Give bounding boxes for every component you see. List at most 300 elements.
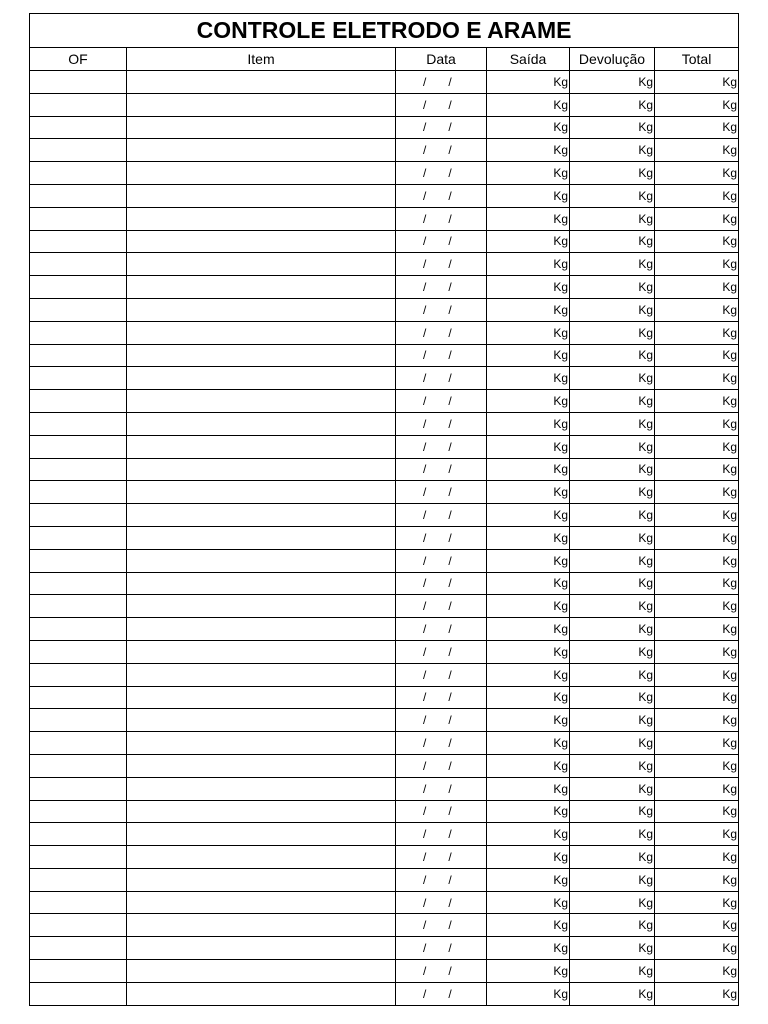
devolucao-cell[interactable]	[570, 412, 655, 435]
total-cell[interactable]	[655, 390, 739, 413]
unit-label: Kg	[722, 941, 738, 956]
date-cell[interactable]	[396, 891, 487, 914]
of-cell[interactable]	[30, 982, 127, 1005]
date-cell[interactable]	[396, 526, 487, 549]
total-cell[interactable]	[655, 162, 739, 185]
of-cell[interactable]	[30, 754, 127, 777]
date-separator: /	[423, 257, 427, 272]
date-cell[interactable]	[396, 344, 487, 367]
total-cell[interactable]	[655, 709, 739, 732]
date-separator: /	[448, 508, 452, 523]
date-cell[interactable]	[396, 914, 487, 937]
of-cell[interactable]	[30, 481, 127, 504]
date-cell[interactable]	[396, 663, 487, 686]
unit-label: Kg	[553, 234, 568, 249]
date-cell[interactable]	[396, 162, 487, 185]
unit-label: Kg	[638, 462, 653, 477]
saida-cell[interactable]	[487, 846, 570, 869]
total-cell[interactable]	[655, 572, 739, 595]
devolucao-cell[interactable]	[570, 732, 655, 755]
saida-cell[interactable]	[487, 390, 570, 413]
total-cell[interactable]	[655, 253, 739, 276]
item-cell[interactable]	[127, 253, 396, 276]
devolucao-cell[interactable]	[570, 93, 655, 116]
date-cell[interactable]	[396, 321, 487, 344]
saida-cell[interactable]	[487, 367, 570, 390]
item-cell[interactable]	[127, 595, 396, 618]
devolucao-cell[interactable]	[570, 481, 655, 504]
devolucao-cell[interactable]	[570, 526, 655, 549]
item-cell[interactable]	[127, 754, 396, 777]
item-cell[interactable]	[127, 435, 396, 458]
date-separator: /	[448, 872, 452, 887]
of-cell[interactable]	[30, 504, 127, 527]
devolucao-cell[interactable]	[570, 253, 655, 276]
unit-label: Kg	[638, 416, 653, 431]
item-cell[interactable]	[127, 686, 396, 709]
item-cell[interactable]	[127, 891, 396, 914]
devolucao-cell[interactable]	[570, 458, 655, 481]
item-cell[interactable]	[127, 458, 396, 481]
devolucao-cell[interactable]	[570, 640, 655, 663]
total-cell[interactable]	[655, 800, 739, 823]
saida-cell[interactable]	[487, 549, 570, 572]
unit-label: Kg	[722, 485, 738, 500]
date-cell[interactable]	[396, 640, 487, 663]
total-cell[interactable]	[655, 71, 739, 94]
item-cell[interactable]	[127, 344, 396, 367]
of-cell[interactable]	[30, 162, 127, 185]
item-cell[interactable]	[127, 321, 396, 344]
devolucao-cell[interactable]	[570, 230, 655, 253]
total-cell[interactable]	[655, 618, 739, 641]
devolucao-cell[interactable]	[570, 367, 655, 390]
item-cell[interactable]	[127, 412, 396, 435]
saida-cell[interactable]	[487, 937, 570, 960]
saida-cell[interactable]	[487, 207, 570, 230]
item-cell[interactable]	[127, 504, 396, 527]
of-cell[interactable]	[30, 960, 127, 983]
item-cell[interactable]	[127, 184, 396, 207]
devolucao-cell[interactable]	[570, 390, 655, 413]
of-cell[interactable]	[30, 116, 127, 139]
form-title: CONTROLE ELETRODO E ARAME	[30, 14, 739, 48]
of-cell[interactable]	[30, 800, 127, 823]
saida-cell[interactable]	[487, 686, 570, 709]
item-cell[interactable]	[127, 663, 396, 686]
date-separator: /	[423, 371, 427, 386]
of-cell[interactable]	[30, 458, 127, 481]
devolucao-cell[interactable]	[570, 276, 655, 299]
devolucao-cell[interactable]	[570, 686, 655, 709]
of-cell[interactable]	[30, 914, 127, 937]
devolucao-cell[interactable]	[570, 71, 655, 94]
date-cell[interactable]	[396, 139, 487, 162]
of-cell[interactable]	[30, 937, 127, 960]
saida-cell[interactable]	[487, 71, 570, 94]
item-cell[interactable]	[127, 960, 396, 983]
unit-label: Kg	[722, 166, 738, 181]
item-cell[interactable]	[127, 549, 396, 572]
total-cell[interactable]	[655, 367, 739, 390]
date-separator: /	[423, 166, 427, 181]
total-cell[interactable]	[655, 93, 739, 116]
date-separator: /	[423, 143, 427, 158]
total-cell[interactable]	[655, 207, 739, 230]
date-separator: /	[448, 439, 452, 454]
date-cell[interactable]	[396, 116, 487, 139]
of-cell[interactable]	[30, 709, 127, 732]
item-cell[interactable]	[127, 207, 396, 230]
of-cell[interactable]	[30, 823, 127, 846]
of-cell[interactable]	[30, 435, 127, 458]
saida-cell[interactable]	[487, 321, 570, 344]
item-cell[interactable]	[127, 732, 396, 755]
unit-label: Kg	[638, 371, 653, 386]
total-cell[interactable]	[655, 823, 739, 846]
devolucao-cell[interactable]	[570, 595, 655, 618]
devolucao-cell[interactable]	[570, 891, 655, 914]
saida-cell[interactable]	[487, 618, 570, 641]
item-cell[interactable]	[127, 298, 396, 321]
total-cell[interactable]	[655, 481, 739, 504]
item-cell[interactable]	[127, 572, 396, 595]
date-cell[interactable]	[396, 618, 487, 641]
saida-cell[interactable]	[487, 481, 570, 504]
total-cell[interactable]	[655, 754, 739, 777]
item-cell[interactable]	[127, 93, 396, 116]
saida-cell[interactable]	[487, 595, 570, 618]
column-header-devolucao: Devolução	[570, 48, 655, 71]
devolucao-cell[interactable]	[570, 298, 655, 321]
unit-label: Kg	[553, 713, 568, 728]
total-cell[interactable]	[655, 777, 739, 800]
saida-cell[interactable]	[487, 253, 570, 276]
saida-cell[interactable]	[487, 435, 570, 458]
devolucao-cell[interactable]	[570, 709, 655, 732]
devolucao-cell[interactable]	[570, 754, 655, 777]
item-cell[interactable]	[127, 868, 396, 891]
date-cell[interactable]	[396, 412, 487, 435]
date-cell[interactable]	[396, 390, 487, 413]
date-cell[interactable]	[396, 846, 487, 869]
of-cell[interactable]	[30, 777, 127, 800]
unit-label: Kg	[553, 211, 568, 226]
date-separator: /	[448, 918, 452, 933]
total-cell[interactable]	[655, 686, 739, 709]
devolucao-cell[interactable]	[570, 777, 655, 800]
total-cell[interactable]	[655, 663, 739, 686]
total-cell[interactable]	[655, 412, 739, 435]
of-cell[interactable]	[30, 640, 127, 663]
saida-cell[interactable]	[487, 116, 570, 139]
of-cell[interactable]	[30, 230, 127, 253]
date-cell[interactable]	[396, 732, 487, 755]
item-cell[interactable]	[127, 914, 396, 937]
total-cell[interactable]	[655, 549, 739, 572]
saida-cell[interactable]	[487, 526, 570, 549]
date-cell[interactable]	[396, 549, 487, 572]
date-separator: /	[448, 188, 452, 203]
date-cell[interactable]	[396, 709, 487, 732]
devolucao-cell[interactable]	[570, 960, 655, 983]
of-cell[interactable]	[30, 139, 127, 162]
devolucao-cell[interactable]	[570, 549, 655, 572]
devolucao-cell[interactable]	[570, 344, 655, 367]
unit-label: Kg	[638, 804, 653, 819]
item-cell[interactable]	[127, 709, 396, 732]
unit-label: Kg	[638, 599, 653, 614]
devolucao-cell[interactable]	[570, 618, 655, 641]
table-row	[30, 321, 739, 344]
devolucao-cell[interactable]	[570, 937, 655, 960]
of-cell[interactable]	[30, 663, 127, 686]
item-cell[interactable]	[127, 777, 396, 800]
item-cell[interactable]	[127, 640, 396, 663]
unit-label: Kg	[722, 462, 738, 477]
item-cell[interactable]	[127, 618, 396, 641]
saida-cell[interactable]	[487, 663, 570, 686]
devolucao-cell[interactable]	[570, 184, 655, 207]
date-cell[interactable]	[396, 184, 487, 207]
saida-cell[interactable]	[487, 298, 570, 321]
of-cell[interactable]	[30, 732, 127, 755]
total-cell[interactable]	[655, 504, 739, 527]
total-cell[interactable]	[655, 298, 739, 321]
table-row	[30, 93, 739, 116]
unit-label: Kg	[638, 348, 653, 363]
saida-cell[interactable]	[487, 504, 570, 527]
saida-cell[interactable]	[487, 184, 570, 207]
control-table	[29, 13, 739, 1006]
devolucao-cell[interactable]	[570, 982, 655, 1005]
of-cell[interactable]	[30, 276, 127, 299]
total-cell[interactable]	[655, 914, 739, 937]
date-separator: /	[423, 74, 427, 89]
devolucao-cell[interactable]	[570, 435, 655, 458]
saida-cell[interactable]	[487, 982, 570, 1005]
devolucao-cell[interactable]	[570, 572, 655, 595]
unit-label: Kg	[638, 166, 653, 181]
total-cell[interactable]	[655, 321, 739, 344]
of-cell[interactable]	[30, 367, 127, 390]
date-cell[interactable]	[396, 868, 487, 891]
date-cell[interactable]	[396, 823, 487, 846]
total-cell[interactable]	[655, 184, 739, 207]
devolucao-cell[interactable]	[570, 504, 655, 527]
saida-cell[interactable]	[487, 777, 570, 800]
unit-label: Kg	[553, 758, 568, 773]
of-cell[interactable]	[30, 572, 127, 595]
unit-label: Kg	[553, 120, 568, 135]
saida-cell[interactable]	[487, 412, 570, 435]
total-cell[interactable]	[655, 937, 739, 960]
date-separator: /	[423, 348, 427, 363]
unit-label: Kg	[638, 667, 653, 682]
date-cell[interactable]	[396, 71, 487, 94]
unit-label: Kg	[553, 462, 568, 477]
devolucao-cell[interactable]	[570, 663, 655, 686]
item-cell[interactable]	[127, 139, 396, 162]
saida-cell[interactable]	[487, 732, 570, 755]
unit-label: Kg	[553, 97, 568, 112]
saida-cell[interactable]	[487, 754, 570, 777]
of-cell[interactable]	[30, 868, 127, 891]
date-separator: /	[448, 462, 452, 477]
saida-cell[interactable]	[487, 914, 570, 937]
item-cell[interactable]	[127, 230, 396, 253]
item-cell[interactable]	[127, 116, 396, 139]
devolucao-cell[interactable]	[570, 800, 655, 823]
item-cell[interactable]	[127, 526, 396, 549]
date-cell[interactable]	[396, 572, 487, 595]
date-cell[interactable]	[396, 367, 487, 390]
table-row	[30, 184, 739, 207]
unit-label: Kg	[638, 302, 653, 317]
date-cell[interactable]	[396, 276, 487, 299]
date-cell[interactable]	[396, 298, 487, 321]
date-cell[interactable]	[396, 230, 487, 253]
total-cell[interactable]	[655, 230, 739, 253]
total-cell[interactable]	[655, 846, 739, 869]
saida-cell[interactable]	[487, 823, 570, 846]
date-separator: /	[423, 644, 427, 659]
unit-label: Kg	[638, 280, 653, 295]
of-cell[interactable]	[30, 549, 127, 572]
item-cell[interactable]	[127, 481, 396, 504]
date-separator: /	[448, 963, 452, 978]
unit-label: Kg	[553, 302, 568, 317]
devolucao-cell[interactable]	[570, 868, 655, 891]
total-cell[interactable]	[655, 435, 739, 458]
saida-cell[interactable]	[487, 139, 570, 162]
devolucao-cell[interactable]	[570, 823, 655, 846]
date-cell[interactable]	[396, 595, 487, 618]
of-cell[interactable]	[30, 526, 127, 549]
of-cell[interactable]	[30, 891, 127, 914]
date-cell[interactable]	[396, 937, 487, 960]
unit-label: Kg	[722, 895, 738, 910]
of-cell[interactable]	[30, 321, 127, 344]
devolucao-cell[interactable]	[570, 116, 655, 139]
unit-label: Kg	[722, 963, 738, 978]
of-cell[interactable]	[30, 618, 127, 641]
total-cell[interactable]	[655, 139, 739, 162]
date-cell[interactable]	[396, 435, 487, 458]
devolucao-cell[interactable]	[570, 162, 655, 185]
item-cell[interactable]	[127, 937, 396, 960]
date-cell[interactable]	[396, 481, 487, 504]
item-cell[interactable]	[127, 276, 396, 299]
total-cell[interactable]	[655, 458, 739, 481]
of-cell[interactable]	[30, 184, 127, 207]
saida-cell[interactable]	[487, 162, 570, 185]
date-cell[interactable]	[396, 754, 487, 777]
date-cell[interactable]	[396, 253, 487, 276]
item-cell[interactable]	[127, 982, 396, 1005]
total-cell[interactable]	[655, 344, 739, 367]
saida-cell[interactable]	[487, 960, 570, 983]
of-cell[interactable]	[30, 253, 127, 276]
table-row	[30, 595, 739, 618]
saida-cell[interactable]	[487, 800, 570, 823]
of-cell[interactable]	[30, 71, 127, 94]
of-cell[interactable]	[30, 298, 127, 321]
total-cell[interactable]	[655, 640, 739, 663]
of-cell[interactable]	[30, 207, 127, 230]
total-cell[interactable]	[655, 982, 739, 1005]
date-cell[interactable]	[396, 982, 487, 1005]
unit-label: Kg	[722, 188, 738, 203]
devolucao-cell[interactable]	[570, 207, 655, 230]
saida-cell[interactable]	[487, 709, 570, 732]
date-separator: /	[423, 188, 427, 203]
of-cell[interactable]	[30, 93, 127, 116]
devolucao-cell[interactable]	[570, 139, 655, 162]
date-cell[interactable]	[396, 504, 487, 527]
date-cell[interactable]	[396, 960, 487, 983]
total-cell[interactable]	[655, 732, 739, 755]
date-separator: /	[448, 211, 452, 226]
saida-cell[interactable]	[487, 640, 570, 663]
item-cell[interactable]	[127, 800, 396, 823]
of-cell[interactable]	[30, 846, 127, 869]
unit-label: Kg	[553, 941, 568, 956]
date-cell[interactable]	[396, 207, 487, 230]
item-cell[interactable]	[127, 162, 396, 185]
devolucao-cell[interactable]	[570, 846, 655, 869]
total-cell[interactable]	[655, 891, 739, 914]
devolucao-cell[interactable]	[570, 914, 655, 937]
devolucao-cell[interactable]	[570, 321, 655, 344]
date-cell[interactable]	[396, 686, 487, 709]
total-cell[interactable]	[655, 960, 739, 983]
date-separator: /	[423, 781, 427, 796]
of-cell[interactable]	[30, 390, 127, 413]
saida-cell[interactable]	[487, 868, 570, 891]
saida-cell[interactable]	[487, 230, 570, 253]
item-cell[interactable]	[127, 846, 396, 869]
total-cell[interactable]	[655, 868, 739, 891]
of-cell[interactable]	[30, 595, 127, 618]
saida-cell[interactable]	[487, 276, 570, 299]
date-cell[interactable]	[396, 93, 487, 116]
total-cell[interactable]	[655, 116, 739, 139]
item-cell[interactable]	[127, 823, 396, 846]
total-cell[interactable]	[655, 276, 739, 299]
saida-cell[interactable]	[487, 572, 570, 595]
item-cell[interactable]	[127, 367, 396, 390]
saida-cell[interactable]	[487, 458, 570, 481]
saida-cell[interactable]	[487, 344, 570, 367]
date-cell[interactable]	[396, 458, 487, 481]
saida-cell[interactable]	[487, 93, 570, 116]
item-cell[interactable]	[127, 71, 396, 94]
of-cell[interactable]	[30, 686, 127, 709]
unit-label: Kg	[553, 781, 568, 796]
saida-cell[interactable]	[487, 891, 570, 914]
of-cell[interactable]	[30, 412, 127, 435]
date-separator: /	[423, 713, 427, 728]
of-cell[interactable]	[30, 344, 127, 367]
unit-label: Kg	[553, 986, 568, 1001]
date-cell[interactable]	[396, 800, 487, 823]
total-cell[interactable]	[655, 526, 739, 549]
item-cell[interactable]	[127, 390, 396, 413]
total-cell[interactable]	[655, 595, 739, 618]
date-separator: /	[423, 599, 427, 614]
date-cell[interactable]	[396, 777, 487, 800]
